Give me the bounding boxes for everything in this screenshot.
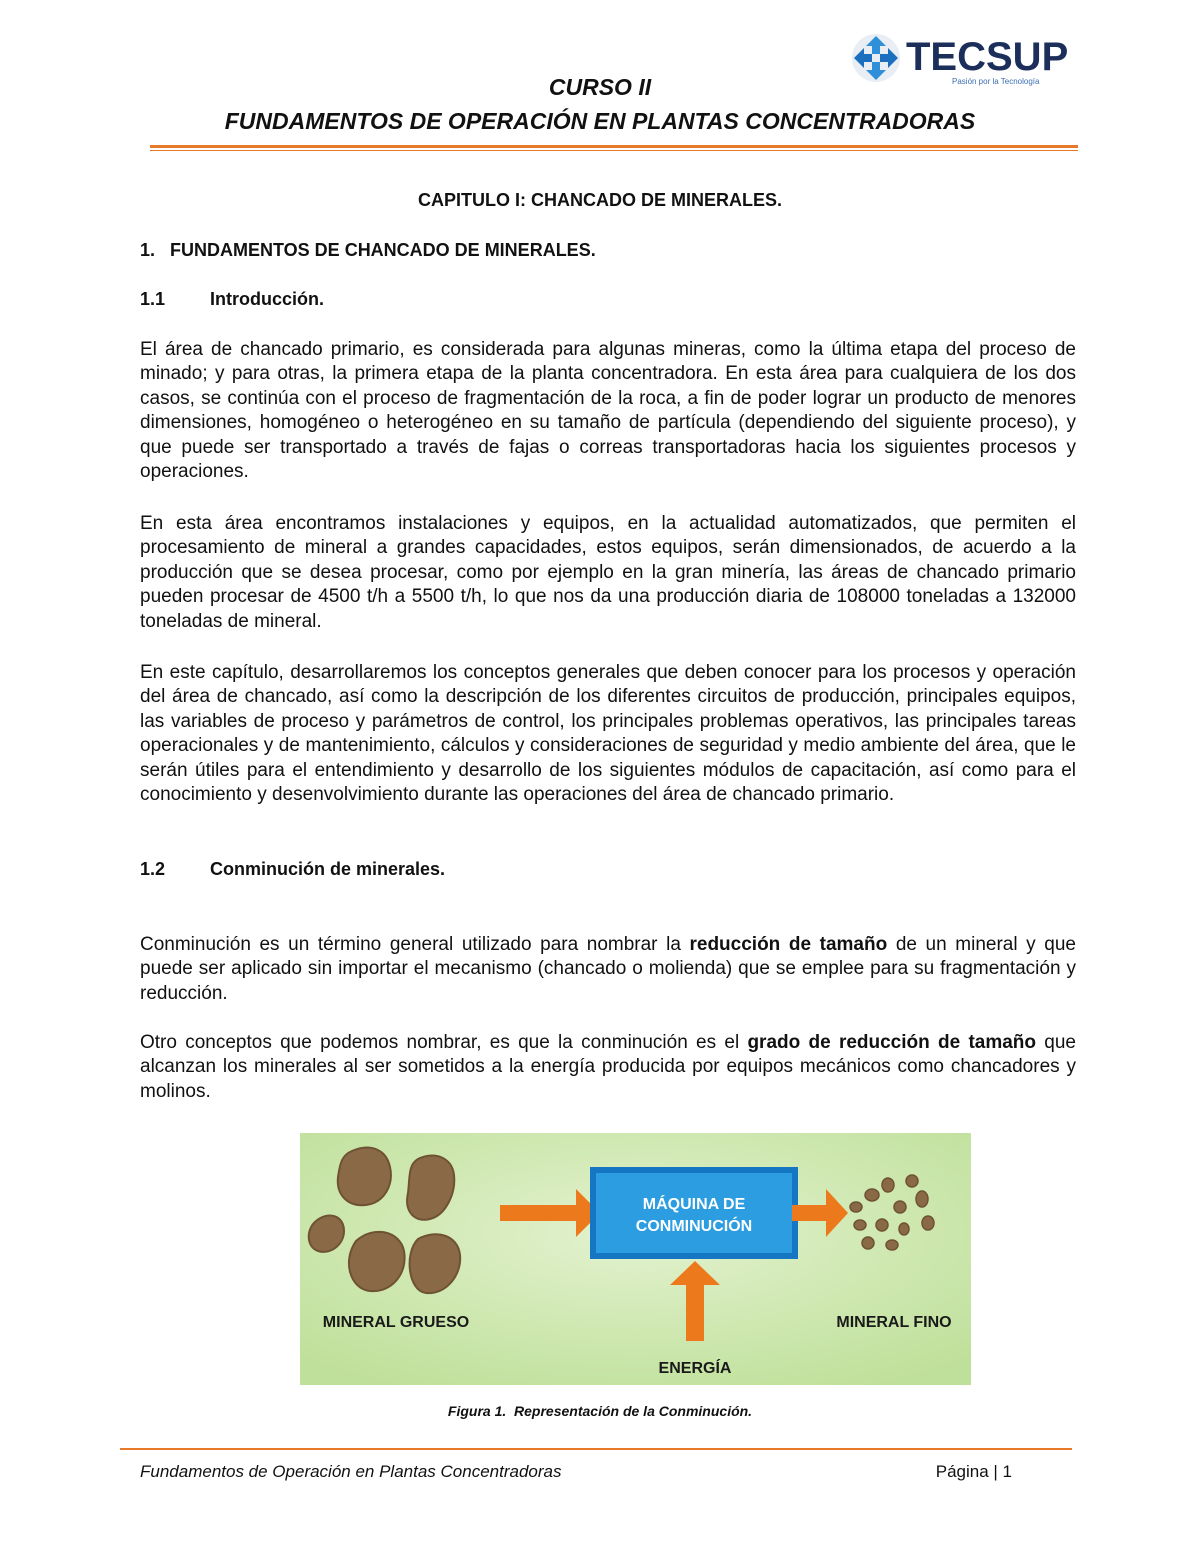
text-run: de un mineral y que puede ser aplicado sin importar el mecanismo (chancado o molienda) que se emplee para su fragmentación y reducción.	[140, 934, 1076, 1004]
text-run: que alcanzan los minerales al ser sometidos a la energía producida por equipos mecánicos como chancadores y molinos.	[140, 1032, 1077, 1102]
header-rule-thin	[150, 150, 1078, 151]
figure-caption: Figura 1. Representación de la Conminución.	[447, 1403, 753, 1419]
intro-paragraph-3: En este capítulo, desarrollaremos los conceptos generales que deben conocer para los procesos y operación del área de chancado, así como la descripción de los diferentes circuitos de producción, principales equipos, las variables de proceso y parámetros de control, los principales problemas operativos, las principales tareas operacionales y de mantenimiento, cálculos y consideraciones de seguridad y medio ambiente del área, que le serán útiles para el entendimiento y desarrollo de los siguientes módulos de capacitación, así como para el conocimiento y desenvolvimiento durante las operaciones del área de chancado primario.	[140, 662, 1076, 806]
bold-term: grado de reducción de tamaño	[747, 1032, 1037, 1053]
header-rule	[150, 145, 1078, 148]
chapter-title: CAPITULO I: CHANCADO DE MINERALES.	[418, 190, 782, 210]
subsection-heading-conminucion	[140, 859, 445, 880]
intro-paragraph-1: El área de chancado primario, es considerada para algunas mineras, como la última etapa del proceso de minado; y para otras, la primera etapa de la planta concentradora. En esta área para cualquiera de los dos casos, se continúa con el proceso de fragmentación de la roca, a fin de poder lograr un producto de menores dimensiones, homogéneo o heterogéneo en su tamaño de partícula (dependiendo del siguiente proceso), y que puede ser transportado a través de fajas o correas transportadoras hacia los siguientes procesos y operaciones.	[140, 339, 1076, 483]
subsection-number: 1.2	[140, 859, 166, 879]
subsection-heading-intro	[140, 289, 324, 310]
conminucion-paragraph-2	[140, 1031, 1076, 1104]
footer-page-number: Página | 1	[935, 1462, 1012, 1481]
machine-label-line2: CONMINUCIÓN	[635, 1218, 753, 1235]
course-title: FUNDAMENTOS DE OPERACIÓN EN PLANTAS CONCENTRADORAS	[224, 108, 976, 134]
coarse-mineral-label: MINERAL GRUESO	[322, 1314, 470, 1331]
bold-term: reducción de tamaño	[689, 934, 888, 955]
energy-label: ENERGÍA	[658, 1360, 732, 1377]
course-number: CURSO II	[548, 74, 652, 100]
machine-box	[590, 1167, 798, 1259]
fine-mineral-label: MINERAL FINO	[836, 1314, 952, 1331]
section-heading: 1. FUNDAMENTOS DE CHANCADO DE MINERALES.	[140, 240, 596, 260]
subsection-title: Introducción.	[210, 289, 324, 309]
footer-document-title: Fundamentos de Operación en Plantas Concentradoras	[140, 1462, 562, 1481]
conminucion-paragraph-1	[140, 933, 1076, 1006]
conminucion-figure	[300, 1133, 971, 1385]
text-run: Conminución es un término general utilizado para nombrar la	[140, 934, 690, 955]
logo-wordmark: TECSUP	[906, 35, 1069, 79]
logo-tagline: Pasión por la Tecnología	[952, 77, 1040, 86]
text-run: Otro conceptos que podemos nombrar, es que la conminución es el	[140, 1032, 748, 1053]
machine-label-line1: MÁQUINA DE	[642, 1196, 746, 1213]
footer-rule	[120, 1448, 1072, 1450]
subsection-title: Conminución de minerales.	[210, 859, 446, 879]
subsection-number: 1.1	[140, 289, 166, 309]
intro-paragraph-2: En esta área encontramos instalaciones y equipos, en la actualidad automatizados, que permiten el procesamiento de mineral a grandes capacidades, estos equipos, serán dimensionados, de acuerdo a la producción que se desea procesar, como por ejemplo en la gran minería, las áreas de chancado primario pueden procesar de 4500 t/h a 5500 t/h, lo que nos da una producción diaria de 108000 toneladas a 132000 toneladas de mineral.	[140, 513, 1076, 632]
